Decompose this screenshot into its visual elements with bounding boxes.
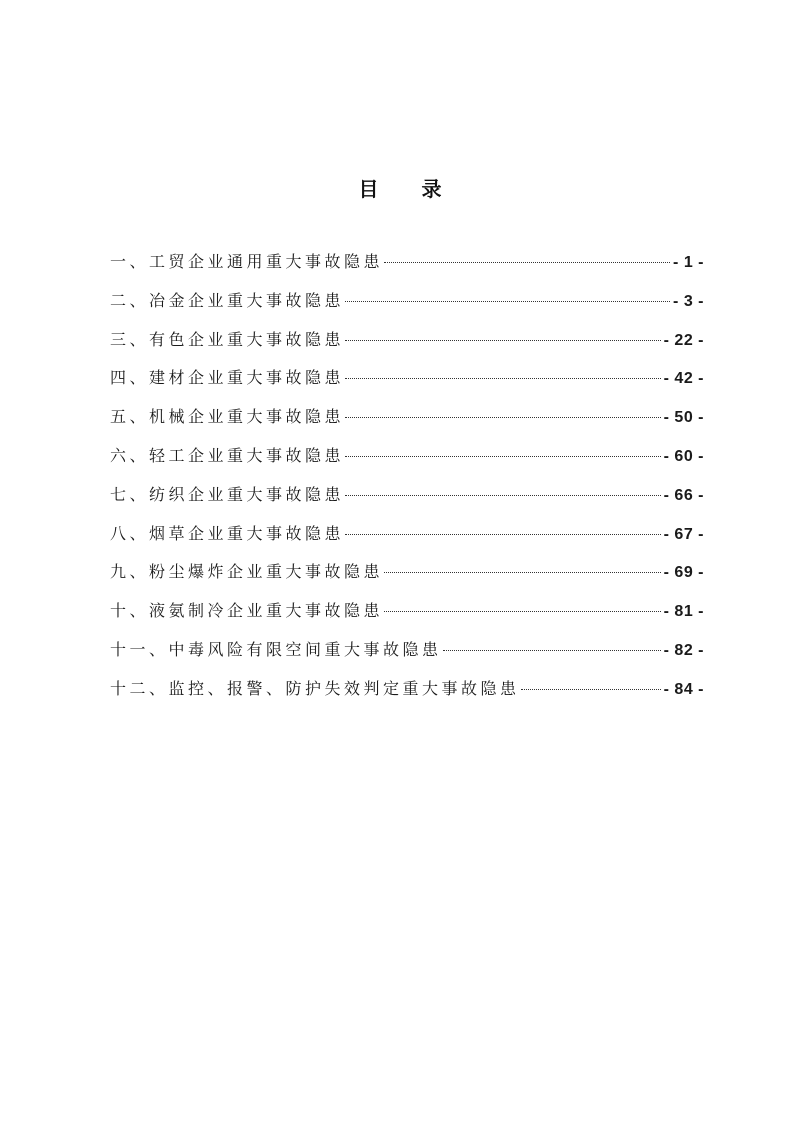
toc-entry-label: 三、有色企业重大事故隐患 <box>110 329 345 349</box>
toc-entry-page: - 81 - <box>663 603 704 621</box>
toc-entry-page: - 84 - <box>663 680 704 698</box>
toc-entry[interactable] <box>110 522 704 561</box>
toc-entry[interactable] <box>110 366 704 405</box>
toc-entry-label: 十二、监控、报警、防护失效判定重大事故隐患 <box>110 678 520 698</box>
toc-entry-label: 四、建材企业重大事故隐患 <box>110 368 345 388</box>
toc-dot-leader <box>345 417 661 418</box>
toc-list <box>110 250 704 716</box>
toc-dot-leader <box>384 572 661 573</box>
toc-entry-label: 六、轻工企业重大事故隐患 <box>110 445 345 465</box>
toc-entry-label: 七、纺织企业重大事故隐患 <box>110 484 345 504</box>
toc-entry-label: 二、冶金企业重大事故隐患 <box>110 290 345 310</box>
toc-dot-leader <box>521 689 661 690</box>
toc-dot-leader <box>345 456 661 457</box>
toc-entry[interactable] <box>110 560 704 599</box>
toc-entry[interactable] <box>110 328 704 367</box>
toc-entry-page: - 69 - <box>663 564 704 582</box>
toc-entry-page: - 42 - <box>663 370 704 388</box>
toc-entry[interactable] <box>110 289 704 328</box>
toc-dot-leader <box>345 495 661 496</box>
toc-entry-page: - 3 - <box>673 292 704 310</box>
toc-entry-label: 十一、中毒风险有限空间重大事故隐患 <box>110 639 442 659</box>
toc-entry-page: - 67 - <box>663 525 704 543</box>
toc-entry-label: 八、烟草企业重大事故隐患 <box>110 523 345 543</box>
toc-entry-label: 五、机械企业重大事故隐患 <box>110 407 345 427</box>
toc-dot-leader <box>384 262 670 263</box>
toc-dot-leader <box>345 301 670 302</box>
toc-dot-leader <box>345 534 661 535</box>
toc-dot-leader <box>345 340 661 341</box>
toc-entry[interactable] <box>110 599 704 638</box>
toc-entry-page: - 1 - <box>673 254 704 271</box>
toc-entry-label: 一、工贸企业通用重大事故隐患 <box>110 252 384 271</box>
toc-entry[interactable] <box>110 405 704 444</box>
toc-entry-page: - 50 - <box>663 409 704 427</box>
toc-entry-label: 九、粉尘爆炸企业重大事故隐患 <box>110 562 384 582</box>
toc-entry-page: - 22 - <box>663 331 704 349</box>
toc-entry[interactable] <box>110 677 704 716</box>
toc-entry-page: - 66 - <box>663 486 704 504</box>
toc-title: 目 录 <box>358 177 460 201</box>
toc-dot-leader <box>345 378 661 379</box>
toc-entry-page: - 82 - <box>663 641 704 659</box>
toc-entry[interactable] <box>110 444 704 483</box>
toc-entry[interactable] <box>110 250 704 289</box>
toc-entry-page: - 60 - <box>663 447 704 465</box>
toc-dot-leader <box>384 611 661 612</box>
toc-entry[interactable] <box>110 483 704 522</box>
toc-dot-leader <box>443 650 661 651</box>
toc-entry[interactable] <box>110 638 704 677</box>
toc-entry-label: 十、液氨制冷企业重大事故隐患 <box>110 601 384 621</box>
